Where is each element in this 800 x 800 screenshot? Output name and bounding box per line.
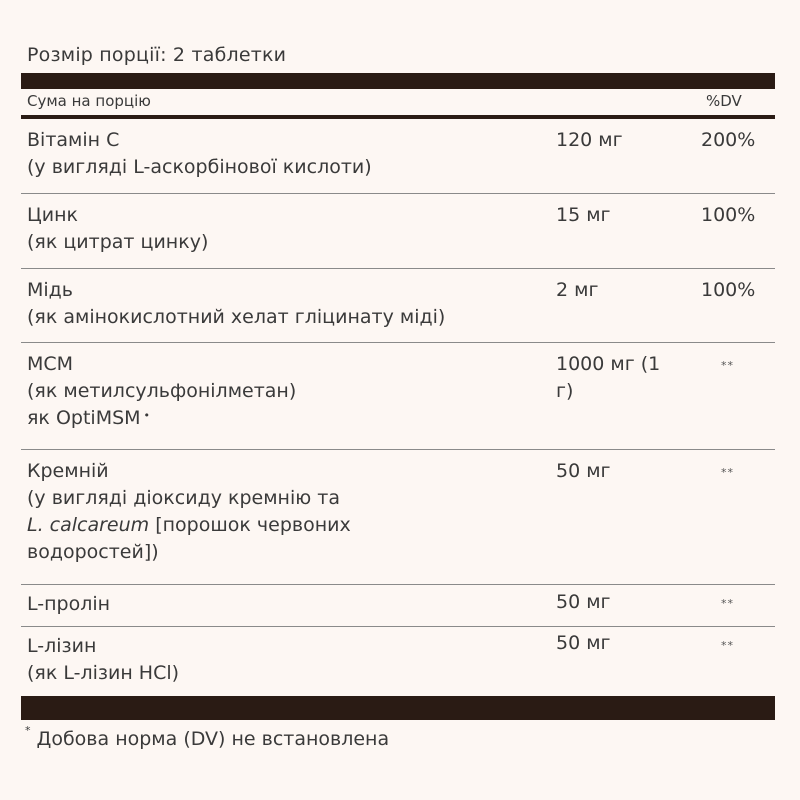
nutrient-detail: (як амінокислотний хелат гліцинату міді) [27, 306, 446, 328]
trademark-dot: • [143, 409, 151, 422]
nutrient-amount: 15 мг [556, 204, 611, 226]
nutrient-name: Кремній [27, 460, 109, 482]
nutrient-name: Цинк [27, 204, 78, 226]
optimsm-label: як OptiMSM [27, 407, 141, 429]
dv-column-label: %DV [706, 92, 742, 110]
nutrient-amount: 2 мг [556, 279, 599, 301]
nutrient-row-msm [21, 343, 775, 450]
nutrient-name: L-пролін [27, 593, 111, 615]
amount-per-serving-label: Сума на порцію [27, 92, 151, 110]
nutrient-name-cell [27, 458, 407, 566]
nutrient-row-l-lysine [21, 627, 775, 702]
nutrient-name: Вітамін C [27, 129, 120, 151]
bottom-divider-bar [21, 696, 775, 720]
nutrient-dv: ** [721, 597, 734, 610]
nutrient-dv: ** [721, 359, 734, 372]
nutrient-row-vitamin-c [21, 119, 775, 194]
top-divider-bar [21, 73, 775, 89]
footnote-mark: * [25, 724, 31, 737]
nutrient-name-cell [27, 633, 527, 687]
nutrient-name: Мідь [27, 279, 74, 301]
nutrient-name-cell [27, 277, 527, 331]
footnote [25, 724, 390, 750]
nutrient-amount: 50 мг [556, 591, 611, 613]
nutrient-name-cell [27, 351, 527, 432]
nutrient-row-copper [21, 269, 775, 343]
species-name: L. calcareum [27, 514, 150, 536]
nutrient-dv: 100% [701, 204, 756, 226]
nutrient-dv: ** [721, 639, 734, 652]
nutrient-row-l-proline [21, 585, 775, 627]
nutrient-dv: ** [721, 466, 734, 479]
table-header [21, 89, 775, 119]
serving-size: Розмір порції: 2 таблетки [27, 44, 287, 66]
footnote-text: Добова норма (DV) не встановлена [36, 728, 390, 750]
nutrient-detail: L. calcareum [порошок червоних [27, 514, 351, 536]
nutrient-amount: 50 мг [556, 632, 611, 654]
nutrient-amount: 50 мг [556, 460, 611, 482]
nutrient-amount: 1000 мг (1 г) [556, 353, 661, 402]
nutrient-name-cell [27, 127, 527, 181]
nutrient-detail: (як L-лізин HCl) [27, 662, 180, 684]
nutrient-name: L-лізин [27, 635, 97, 657]
nutrient-name-cell [27, 591, 527, 618]
nutrient-dv: 200% [701, 129, 756, 151]
nutrient-amount: 120 мг [556, 129, 623, 151]
nutrient-table [21, 119, 775, 702]
nutrient-name: МСМ [27, 353, 74, 375]
nutrient-name-cell [27, 202, 527, 256]
supplement-facts-panel [21, 0, 775, 800]
nutrient-detail: (у вигляді L-аскорбінової кислоти) [27, 156, 372, 178]
nutrient-detail: (у вигляді діоксиду кремнію та [27, 487, 340, 509]
nutrient-detail: (як цитрат цинку) [27, 231, 209, 253]
nutrient-dv: 100% [701, 279, 756, 301]
nutrient-detail: водоростей]) [27, 541, 159, 563]
nutrient-detail [27, 405, 527, 432]
nutrient-row-silicon [21, 450, 775, 585]
nutrient-detail: (як метилсульфонілметан) [27, 380, 297, 402]
nutrient-row-zinc [21, 194, 775, 269]
